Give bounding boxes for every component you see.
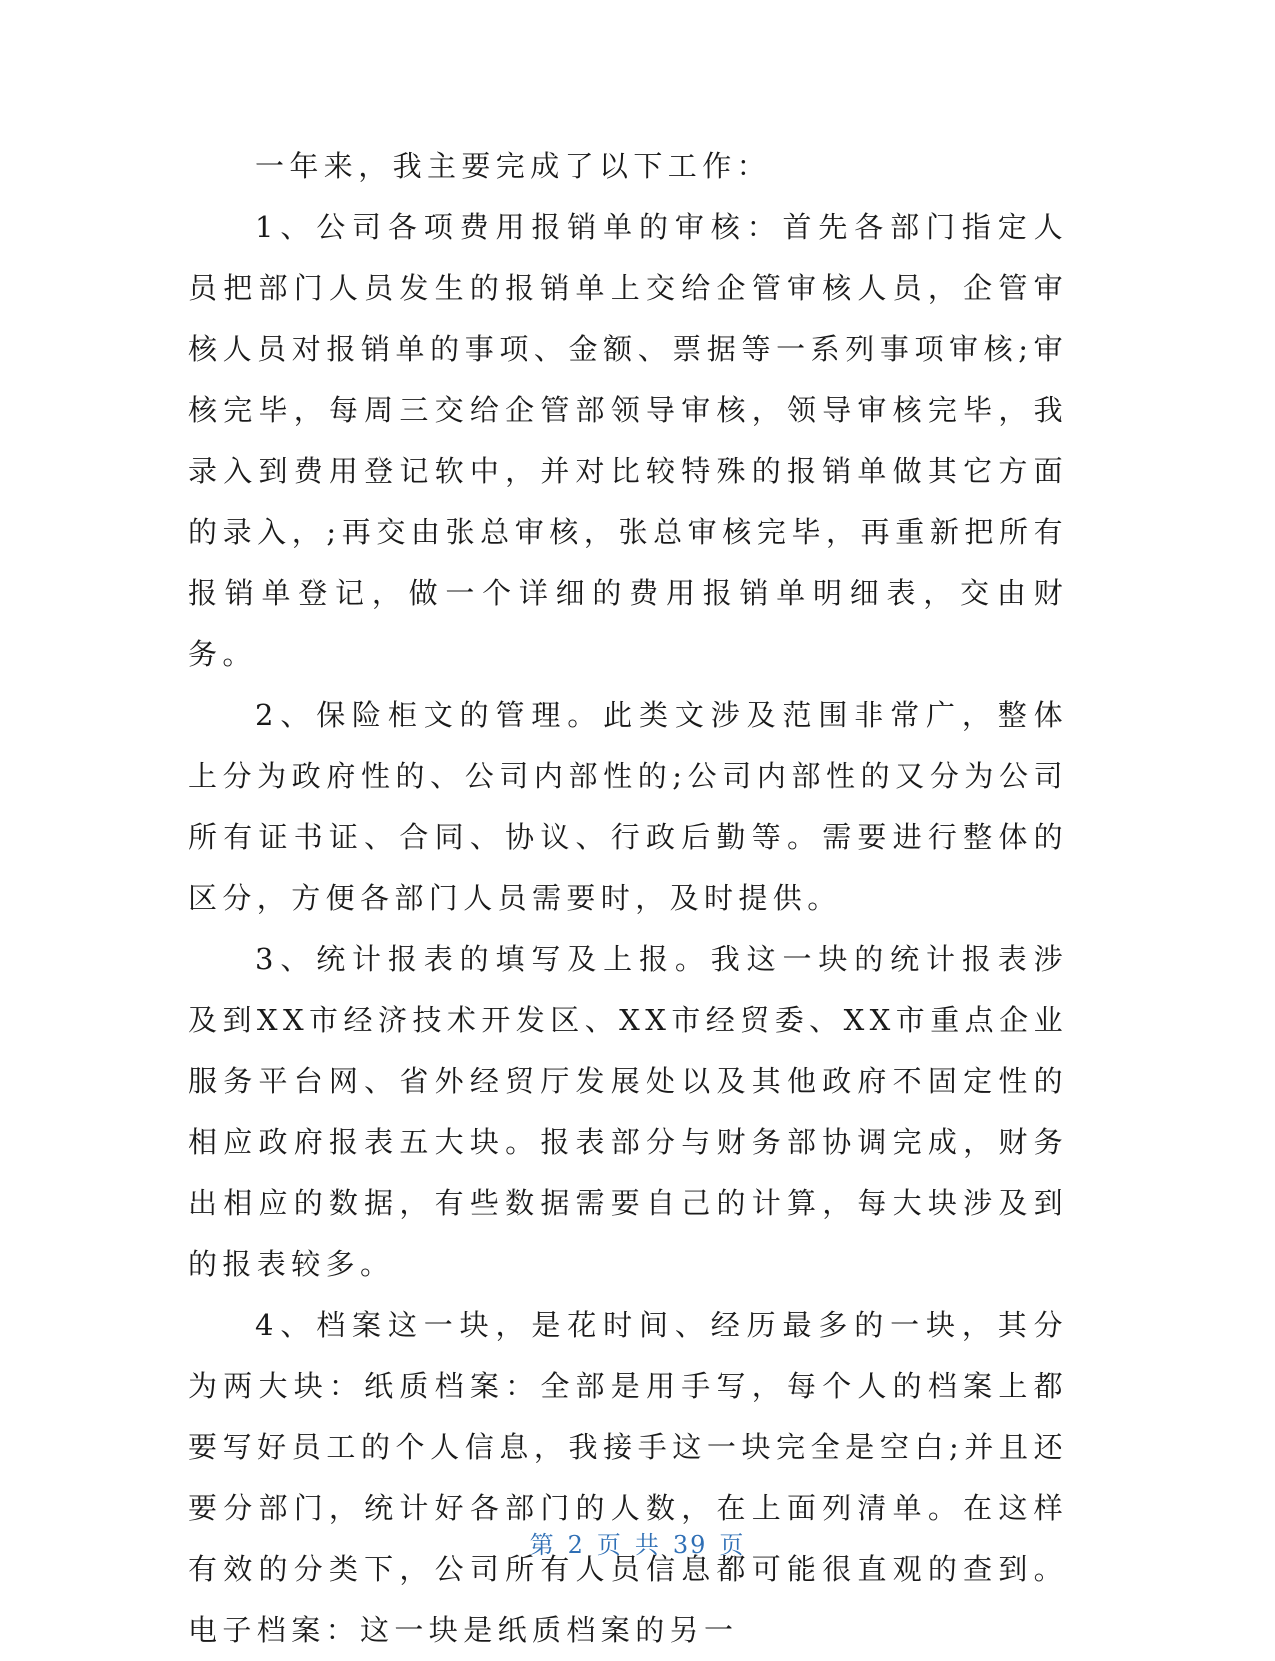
footer-suffix: 页 xyxy=(719,1531,746,1559)
paragraph-item-1: 1、公司各项费用报销单的审核：首先各部门指定人员把部门人员发生的报销单上交给企管审核人员，企管审核人员对报销单的事项、金额、票据等一系列事项审核;审核完毕，每周三交给企管部领导审核，领导审核完毕，我录入到费用登记软中，并对比较特殊的报销单做其它方面的录入，;再交由张总审核，张总审核完毕，再重新把所有报销单登记，做一个详细的费用报销单明细表，交由财务。 xyxy=(188,210,1068,671)
page-footer xyxy=(0,1527,1275,1563)
paragraph-intro: 一年来，我主要完成了以下工作： xyxy=(255,149,772,183)
footer-current-page: 2 xyxy=(567,1531,585,1559)
footer-page-word: 页 xyxy=(596,1531,623,1559)
paragraph-item-3: 3、统计报表的填写及上报。我这一块的统计报表涉及到XX市经济技术开发区、XX市经贸委、XX市重点企业服务平台网、省外经贸厅发展处以及其他政府不固定性的相应政府报表五大块。报表部分与财务部协调完成，财务出相应的数据，有些数据需要自己的计算，每大块涉及到的报表较多。 xyxy=(188,942,1068,1281)
footer-prefix: 第 xyxy=(529,1531,556,1559)
footer-total-pages: 39 xyxy=(672,1531,708,1559)
footer-total-word: 共 xyxy=(634,1531,661,1559)
document-body xyxy=(188,136,1068,1661)
paragraph-item-4: 4、档案这一块，是花时间、经历最多的一块，其分为两大块：纸质档案：全部是用手写，每个人的档案上都要写好员工的个人信息，我接手这一块完全是空白;并且还要分部门，统计好各部门的人数，在上面列清单。在这样有效的分类下，公司所有人员信息都可能很直观的查到。电子档案：这一块是纸质档案的另一 xyxy=(188,1308,1068,1647)
paragraph-item-2: 2、保险柜文的管理。此类文涉及范围非常广，整体上分为政府性的、公司内部性的;公司内部性的又分为公司所有证书证、合同、协议、行政后勤等。需要进行整体的区分，方便各部门人员需要时，及时提供。 xyxy=(188,698,1068,915)
